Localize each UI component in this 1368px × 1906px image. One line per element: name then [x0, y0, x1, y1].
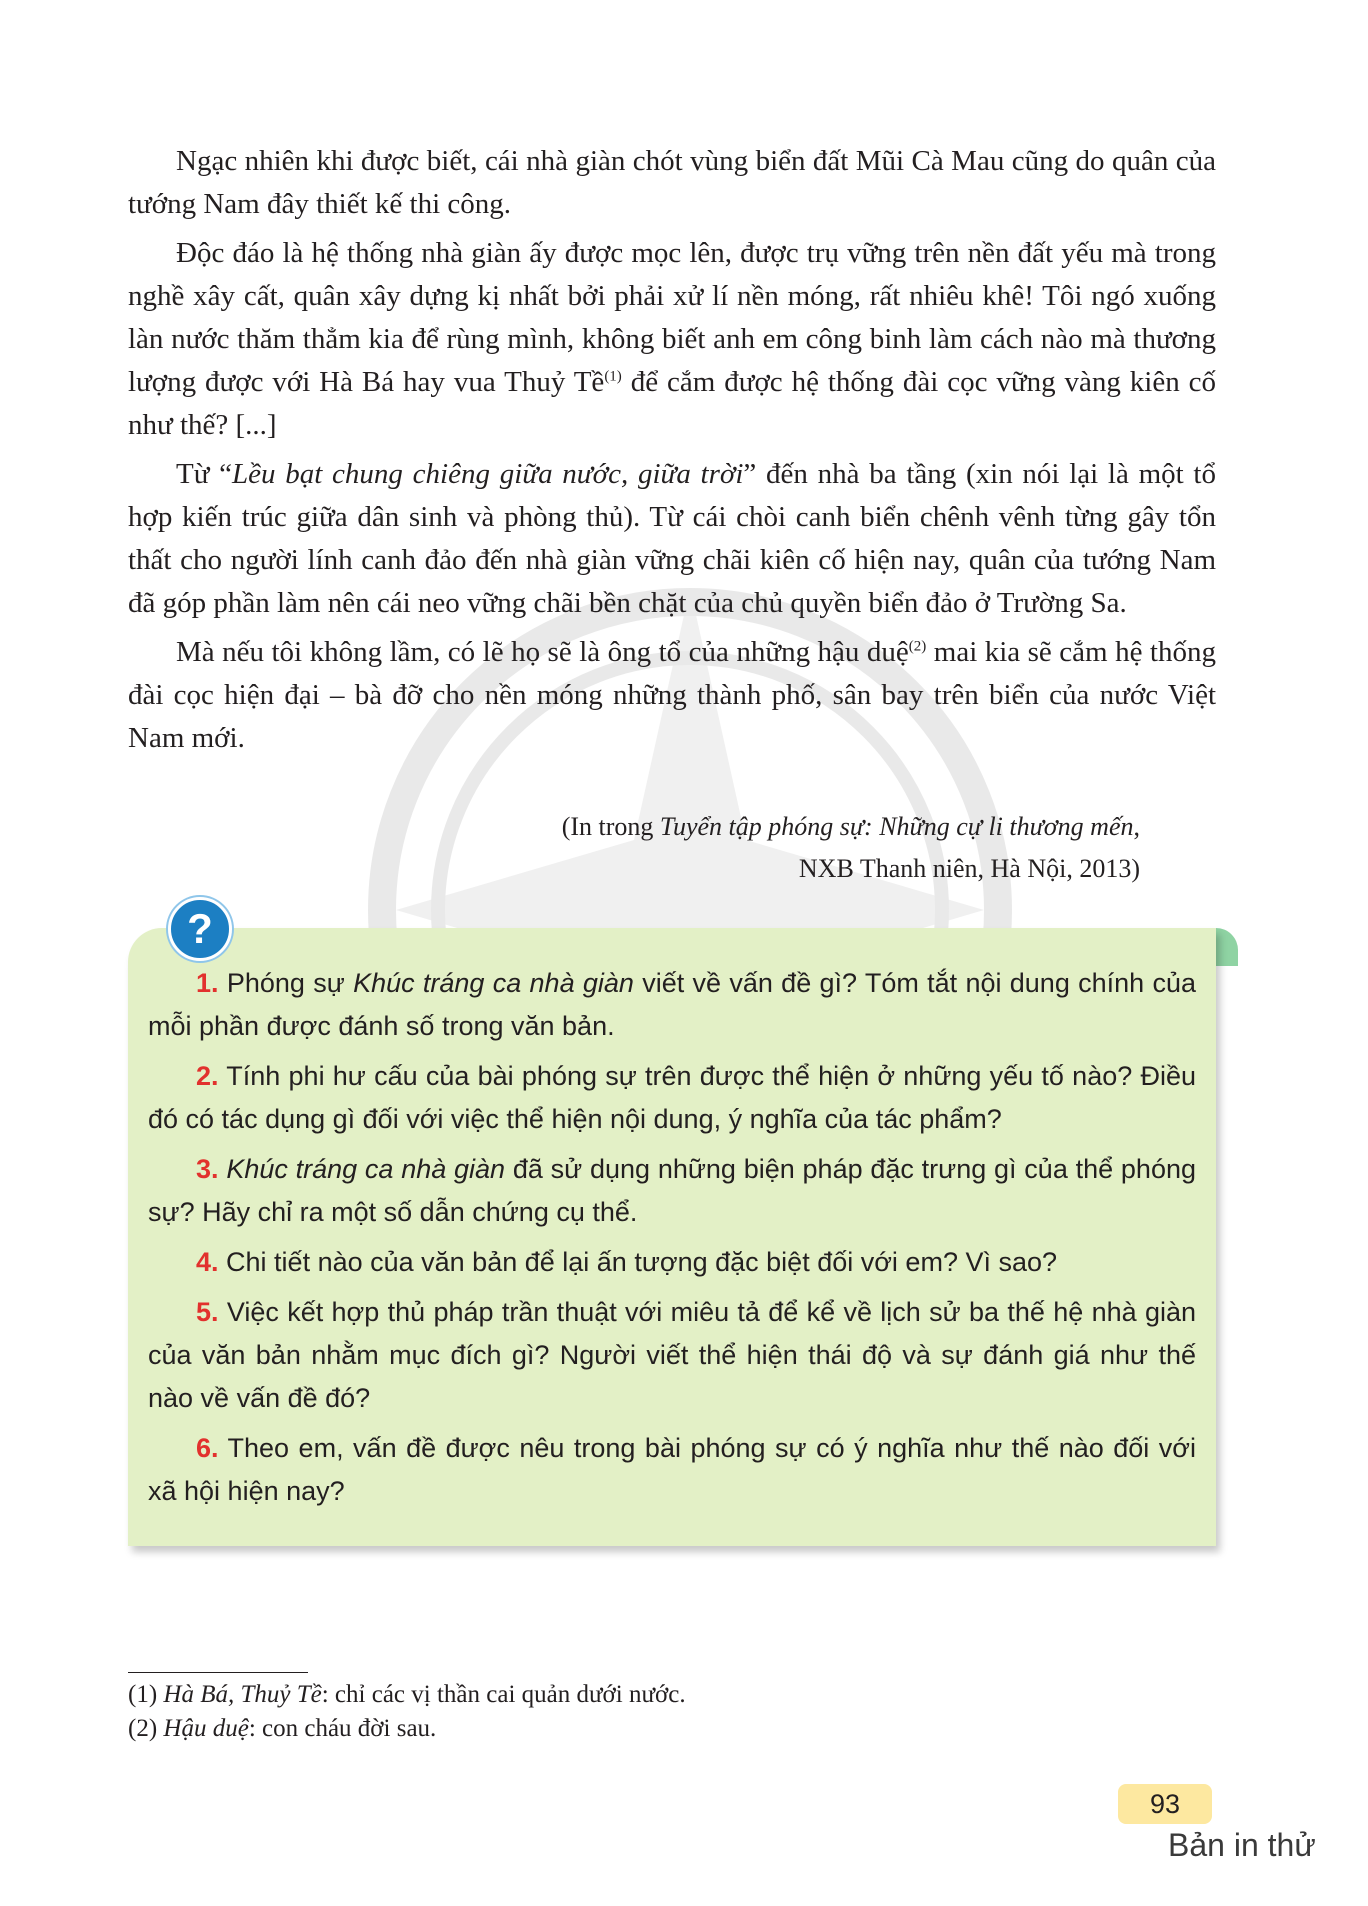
footnote-divider	[128, 1672, 308, 1673]
footnote-ref-1: (1)	[604, 368, 622, 385]
source-citation: (In trong Tuyển tập phóng sự: Những cự li thương mến, NXB Thanh niên, Hà Nội, 2013)	[561, 812, 1140, 883]
draft-label: Bản in thử	[1168, 1827, 1316, 1863]
page-number: 93	[1118, 1784, 1212, 1824]
question-mark-icon: ?	[168, 897, 232, 961]
paragraph-2: Độc đáo là hệ thống nhà giàn ấy được mọc lên, được trụ vững trên nền đất yếu mà trong nghề xây cất, quân xây dựng kị nhất bởi phải xử lí nền móng, rất nhiêu khê! Tôi ngó xuống làn nước thăm thẳm kia để rùng mình, không biết anh em công binh làm cách nào mà thương lượng được với Hà Bá hay vua Thuỷ Tề$^{(1)}$ để cắm được hệ thống đài cọc vững vàng kiên cố như thế? [...]	[128, 237, 1217, 441]
question-item: 6. Theo em, vấn đề được nêu trong bài phóng sự có ý nghĩa như thế nào đối với xã hội hiện nay?	[148, 1433, 1196, 1506]
question-item: 5. Việc kết hợp thủ pháp trần thuật với miêu tả để kể về lịch sử ba thế hệ nhà giàn của văn bản nhằm mục đích gì? Người viết thể hiện thái độ và sự đánh giá như thế nào về vấn đề đó?	[148, 1297, 1196, 1413]
paragraph-3: Từ “Lều bạt chung chiêng giữa nước, giữa trời” đến nhà ba tầng (xin nói lại là một tổ hợp kiến trúc giữa dân sinh và phòng thủ). Từ cái chòi canh biển chênh vênh từng gây tổn thất cho người lính canh đảo đến nhà giàn vững chãi kiên cố hiện nay, quân của tướng Nam đã góp phần làm nên cái neo vững chãi bền chặt của chủ quyền biển đảo ở Trường Sa.	[128, 458, 1216, 619]
question-list	[148, 962, 1196, 1520]
footnote-item: (2) Hậu duệ: con cháu đời sau.	[128, 1715, 437, 1742]
question-item: 1. Phóng sự Khúc tráng ca nhà giàn viết về vấn đề gì? Tóm tắt nội dung chính của mỗi phần được đánh số trong văn bản.	[148, 968, 1197, 1041]
question-item: 3. Khúc tráng ca nhà giàn đã sử dụng những biện pháp đặc trưng gì của thể phóng sự? Hãy chỉ ra một số dẫn chứng cụ thể.	[148, 1154, 1196, 1227]
paragraph-1: Ngạc nhiên khi được biết, cái nhà giàn chót vùng biển đất Mũi Cà Mau cũng do quân của tướng Nam đây thiết kế thi công.	[128, 145, 1216, 220]
article-body	[128, 140, 1216, 766]
question-item: 4. Chi tiết nào của văn bản để lại ấn tượng đặc biệt đối với em? Vì sao?	[196, 1247, 1058, 1277]
footnote-ref-2: (2)	[908, 638, 927, 655]
footnotes	[128, 1678, 1128, 1746]
paragraph-4: Mà nếu tôi không lầm, có lẽ họ sẽ là ông tổ của những hậu duệ$^{(2)}$ mai kia sẽ cắm hệ thống đài cọc hiện đại – bà đỡ cho nền móng những thành phố, sân bay trên biển của nước Việt Nam mới.	[128, 636, 1216, 754]
question-item: 2. Tính phi hư cấu của bài phóng sự trên được thể hiện ở những yếu tố nào? Điều đó có tác dụng gì đối với việc thể hiện nội dung, ý nghĩa của tác phẩm?	[148, 1061, 1196, 1134]
footnote-item: (1) Hà Bá, Thuỷ Tề: chỉ các vị thần cai quản dưới nước.	[128, 1681, 686, 1708]
